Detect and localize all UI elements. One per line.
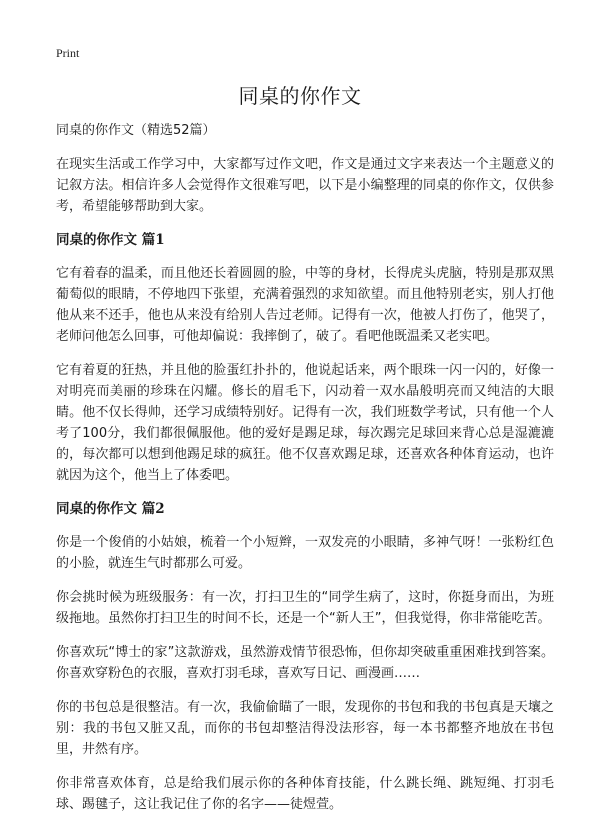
section-2-paragraph-3: 你喜欢玩“博士的家”这款游戏，虽然游戏情节很恐怖，但你却突破重重困难找到答案。你喜欢穿粉色的衣服，喜欢打羽毛球，喜欢写日记、画漫画……	[56, 645, 554, 681]
article-body	[56, 120, 554, 828]
section-heading-2: 同桌的你作文 篇2	[56, 501, 165, 517]
section-1-paragraph-1: 它有着春的温柔，而且他还长着圆圆的脸，中等的身材，长得虎头虎脑，特别是那双黑葡萄似的眼睛，不停地四下张望，充满着强烈的求知欲望。而且他特别老实，别人打他他从来不还手，他也从来没有给别人告过老师。记得有一次，他被人打伤了，他哭了，老师问他怎么回事，可他却偏说：我摔倒了，破了。看吧他既温柔又老实吧。	[56, 266, 554, 344]
section-1-paragraph-2: 它有着夏的狂热，并且他的脸蛋红扑扑的，他说起话来，两个眼珠一闪一闪的，好像一对明亮而美丽的珍珠在闪耀。修长的眉毛下，闪动着一双水晶般明亮而又纯洁的大眼睛。他不仅长得帅，还学习成绩特别好。记得有一次，我们班数学考试，只有他一个人考了100分，我们都很佩服他。他的爱好是踢足球，每次踢完足球回来背心总是湿漉漉的，每次都可以想到他踢足球的疯狂。他不仅喜欢踢足球，还喜欢各种体育运动，也许就因为这个，他当上了体委吧。	[56, 363, 554, 483]
section-2-paragraph-1: 你是一个俊俏的小姑娘，梳着一个小短辫，一双发亮的小眼睛，多神气呀！一张粉红色的小脸，就连生气时都那么可爱。	[56, 535, 554, 571]
page-title: 同桌的你作文	[238, 84, 362, 108]
print-link[interactable]: Print	[56, 46, 80, 60]
section-2-paragraph-2: 你会挑时候为班级服务：有一次，打扫卫生的“同学生病了，这时，你挺身而出，为班级拖地。虽然你打扫卫生的时间不长，还是一个“新人王”，但我觉得，你非常能吃苦。	[56, 590, 554, 626]
article-subtitle: 同桌的你作文（精选52篇）	[56, 123, 216, 138]
section-2-paragraph-4: 你的书包总是很整洁。有一次，我偷偷瞄了一眼，发现你的书包和我的书包真是天壤之别：我的书包又脏又乱，而你的书包却整洁得没法形容，每一本书都整齐地放在书包里，井然有序。	[56, 700, 554, 757]
section-2-paragraph-5: 你非常喜欢体育，总是给我们展示你的各种体育技能，什么跳长绳、跳短绳、打羽毛球、踢毽子，这让我记住了你的名字——徒煜萱。	[56, 776, 554, 812]
section-heading-1: 同桌的你作文 篇1	[56, 232, 165, 248]
intro-paragraph: 在现实生活或工作学习中，大家都写过作文吧，作文是通过文字来表达一个主题意义的记叙方法。相信许多人会觉得作文很难写吧，以下是小编整理的同桌的你作文，仅供参考，希望能够帮助到大家。	[56, 157, 554, 214]
